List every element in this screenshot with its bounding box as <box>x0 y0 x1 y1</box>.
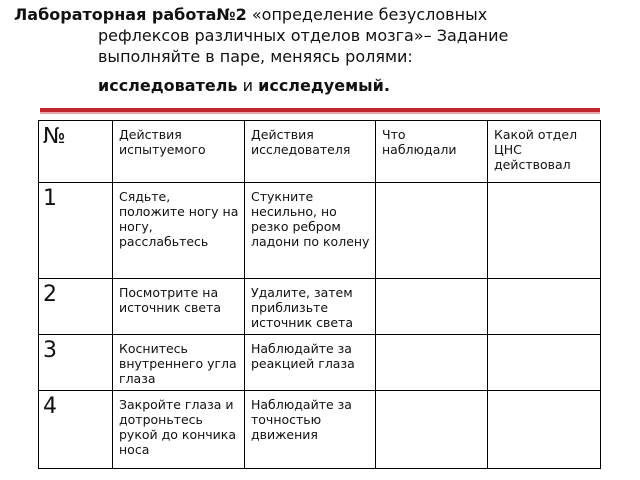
header-cell-observed <box>376 121 488 183</box>
heading-line-3: выполняйте в паре, меняясь ролями: <box>98 47 413 66</box>
header-cell-number <box>39 121 113 183</box>
header-cell-researcher <box>245 121 376 183</box>
dept-value <box>488 279 600 285</box>
heading-period: . <box>383 76 390 95</box>
subject-action-cell <box>113 279 245 335</box>
researcher-action: Наблюдайте за точностью движения <box>251 397 352 442</box>
dept-value <box>488 335 600 341</box>
observed-cell[interactable] <box>376 335 488 391</box>
subject-action-cell <box>113 335 245 391</box>
table-row <box>39 279 601 335</box>
row-number: 2 <box>43 282 57 307</box>
dept-value <box>488 391 600 397</box>
role-conjunction: и <box>237 76 259 95</box>
subject-action: Сядьте, положите ногу на ногу, расслабьтесь <box>119 189 239 249</box>
table-header-row <box>39 121 601 183</box>
lab-topic: «определение безусловных <box>246 5 488 24</box>
observed-value <box>376 183 487 189</box>
heading-line-1 <box>14 4 629 25</box>
header-number-label: № <box>43 124 66 149</box>
role-subject: исследуемый <box>258 76 384 95</box>
heading-line-4 <box>14 75 629 96</box>
lab-title: Лабораторная работа№2 <box>14 5 247 24</box>
table-row <box>39 183 601 279</box>
subject-action: Коснитесь внутреннего угла глаза <box>119 341 237 386</box>
dept-cell[interactable] <box>488 335 601 391</box>
row-number-cell <box>39 183 113 279</box>
role-researcher: исследователь <box>98 76 238 95</box>
lab-table <box>38 120 601 469</box>
observed-cell[interactable] <box>376 183 488 279</box>
observed-cell[interactable] <box>376 279 488 335</box>
row-number: 1 <box>43 186 57 211</box>
header-dept-label: Какой отдел ЦНС действовал <box>494 127 578 172</box>
subject-action-cell <box>113 391 245 469</box>
header-researcher-label: Действия исследователя <box>251 127 351 157</box>
row-number-cell <box>39 279 113 335</box>
row-number: 3 <box>43 338 57 363</box>
table-row <box>39 391 601 469</box>
dept-cell[interactable] <box>488 279 601 335</box>
dept-value <box>488 183 600 189</box>
observed-cell[interactable] <box>376 391 488 469</box>
header-subject-label: Действия испытуемого <box>119 127 206 157</box>
row-number-cell <box>39 335 113 391</box>
subject-action: Закройте глаза и дотроньтесь рукой до кончика носа <box>119 397 236 457</box>
observed-value <box>376 279 487 285</box>
subject-action: Посмотрите на источник света <box>119 285 222 315</box>
header-observed-label: Что наблюдали <box>382 127 457 157</box>
researcher-action-cell <box>245 279 376 335</box>
header-cell-dept <box>488 121 601 183</box>
dept-cell[interactable] <box>488 183 601 279</box>
researcher-action: Удалите, затем приблизьте источник света <box>251 285 354 330</box>
subject-action-cell <box>113 183 245 279</box>
row-number: 4 <box>43 394 57 419</box>
lab-heading <box>14 4 629 96</box>
observed-value <box>376 391 487 397</box>
dept-cell[interactable] <box>488 391 601 469</box>
researcher-action-cell <box>245 183 376 279</box>
researcher-action-cell <box>245 391 376 469</box>
heading-line-2: рефлексов различных отделов мозга»– Задание <box>98 26 509 45</box>
title-divider-shadow <box>40 112 600 114</box>
header-cell-subject <box>113 121 245 183</box>
researcher-action: Стукните несильно, но резко ребром ладони по колену <box>251 189 370 249</box>
observed-value <box>376 335 487 341</box>
researcher-action: Наблюдайте за реакцией глаза <box>251 341 355 371</box>
table-row <box>39 335 601 391</box>
row-number-cell <box>39 391 113 469</box>
researcher-action-cell <box>245 335 376 391</box>
